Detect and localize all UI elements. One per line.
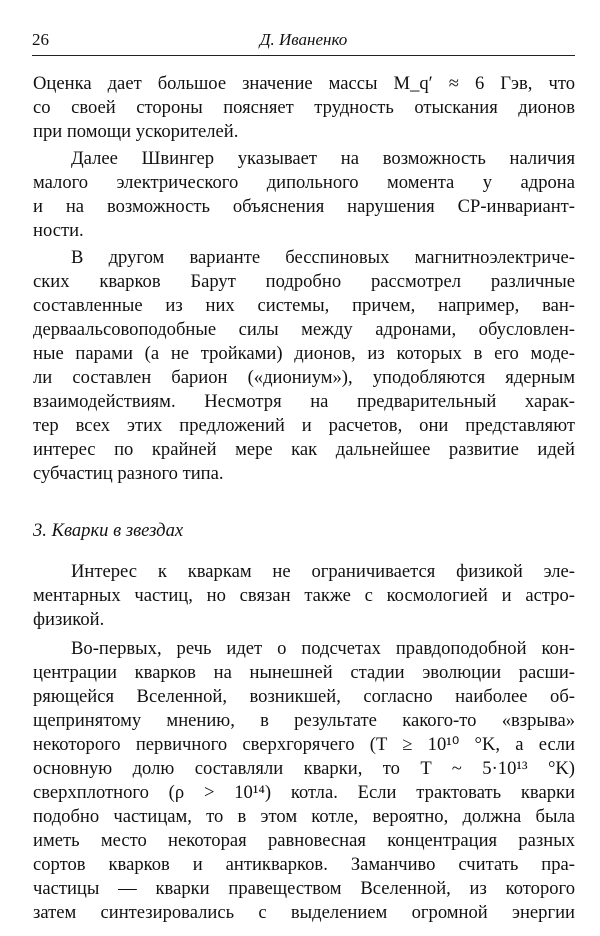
- text-line: взаимодействиям. Несмотря на предварительный харак-: [33, 391, 575, 412]
- text-line: щепринятому мнению, в результате какого-то «взрыва»: [33, 710, 575, 731]
- text-line: Оценка дает большое значение массы M_q′ ≈ 6 Гэв, что: [33, 73, 575, 94]
- section-heading: 3. Кварки в звездах: [33, 520, 184, 541]
- text-line: при помощи ускорителей.: [33, 121, 239, 142]
- text-line: ряющейся Вселенной, возникшей, согласно наиболее об-: [33, 686, 575, 707]
- text-line: ности.: [33, 220, 84, 241]
- text-line: сверхплотного (ρ > 10¹⁴) котла. Если трактовать кварки: [33, 782, 575, 803]
- text-line: В другом варианте бесспиновых магнитноэлектриче-: [71, 247, 575, 268]
- text-line: малого электрического дипольного момента у адрона: [33, 172, 575, 193]
- text-line: ли составлен барион («диониум»), уподобляются ядерным: [33, 367, 575, 388]
- text-line: физикой.: [33, 609, 105, 630]
- text-line: субчастиц разного типа.: [33, 463, 224, 484]
- text-line: тер всех этих предложений и расчетов, они представляют: [33, 415, 575, 436]
- header-rule: [32, 55, 575, 56]
- text-line: Далее Швингер указывает на возможность наличия: [71, 148, 575, 169]
- text-line: Интерес к кваркам не ограничивается физикой эле-: [71, 561, 575, 582]
- running-head: Д. Иваненко: [259, 30, 348, 49]
- text-line: со своей стороны поясняет трудность отыскания дионов: [33, 97, 575, 118]
- text-line: ментарных частиц, но связан также с космологией и астро-: [33, 585, 575, 606]
- text-line: интерес по крайней мере как дальнейшее развитие идей: [33, 439, 575, 460]
- text-line: Во-первых, речь идет о подсчетах правдоподобной кон-: [71, 638, 575, 659]
- text-line: иметь место некоторая равновесная концентрация разных: [33, 830, 575, 851]
- text-line: сортов кварков и антикварков. Заманчиво считать пра-: [33, 854, 575, 875]
- page-header: [32, 30, 575, 52]
- text-line: затем синтезировались с выделением огромной энергии: [33, 902, 575, 923]
- text-line: составленные из них системы, причем, например, ван-: [33, 295, 575, 316]
- text-line: основную долю составляли кварки, то T ~ 5·10¹³ °K): [33, 758, 575, 779]
- text-line: центрации кварков на нынешней стадии эволюции расши-: [33, 662, 575, 683]
- text-line: частицы — кварки правеществом Вселенной, из которого: [33, 878, 575, 899]
- text-line: некоторого первичного сверхгорячего (T ≥ 10¹⁰ °K, а если: [33, 734, 575, 755]
- text-line: дерваальсовоподобные силы между адронами, обусловлен-: [33, 319, 575, 340]
- text-line: и на возможность объяснения нарушения CP-инвариант-: [33, 196, 575, 217]
- text-line: ные парами (а не тройками) дионов, из которых в его моде-: [33, 343, 575, 364]
- text-line: подобно частицам, то в этом котле, вероятно, должна была: [33, 806, 575, 827]
- text-line: ских кварков Барут подробно рассмотрел различные: [33, 271, 575, 292]
- page-number: 26: [32, 30, 49, 49]
